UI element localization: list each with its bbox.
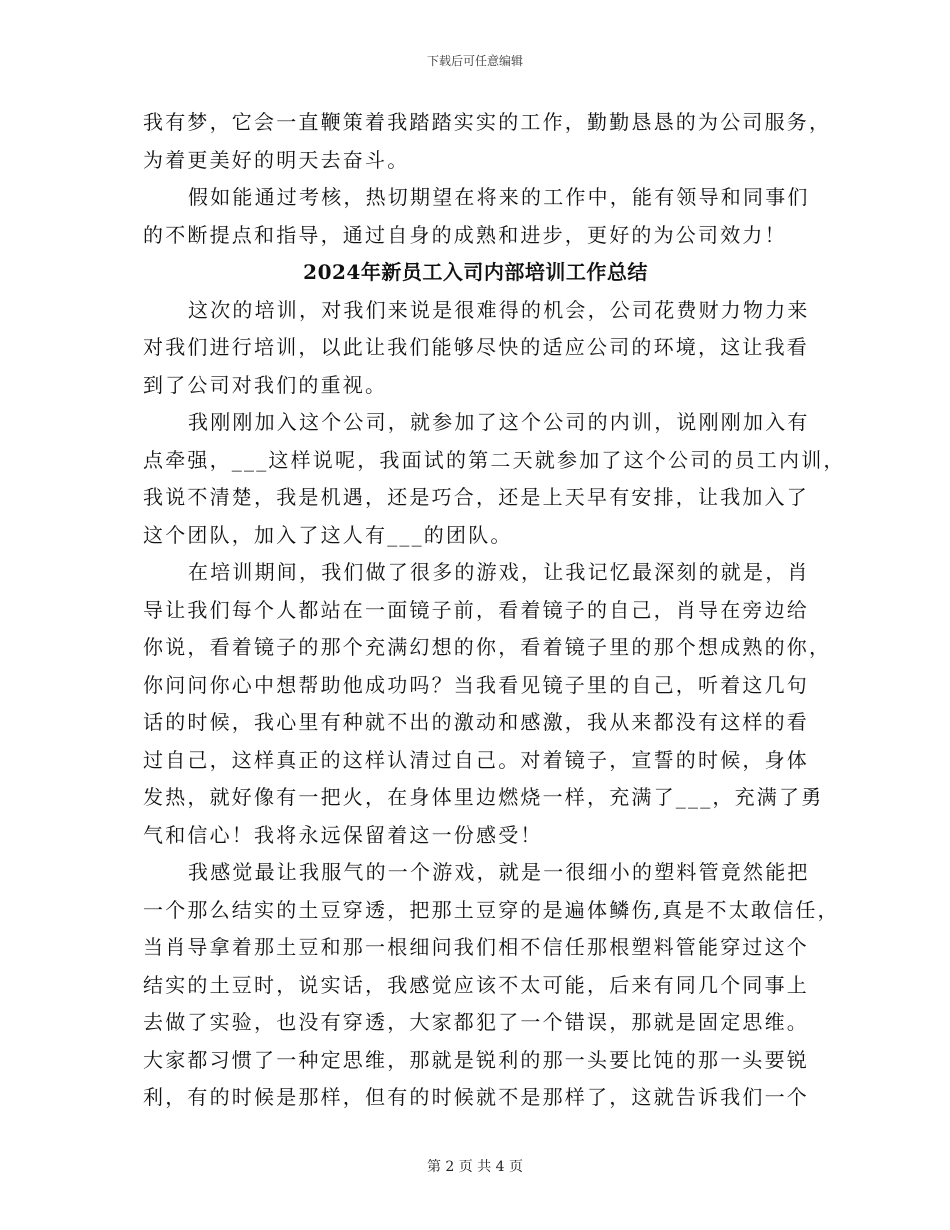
paragraph-first-line: 我刚刚加入这个公司，就参加了这个公司的内训，说刚刚加入有 <box>188 410 810 434</box>
text-line: 导让我们每个人都站在一面镜子前，看着镜子的自己，肖导在旁边给 <box>143 597 809 622</box>
text-line: 为着更美好的明天去奋斗。 <box>143 147 410 172</box>
paragraph-first-line: 这次的培训，对我们来说是很难得的机会，公司花费财力物力来 <box>188 297 810 322</box>
page-footer: 第 2 页 共 4 页 <box>426 1159 524 1175</box>
paragraph-first-line: 假如能通过考核，热切期望在将来的工作中，能有领导和同事们 <box>188 185 810 209</box>
text-line: 当肖导拿着那土豆和那一根细问我们相不信任那根塑料管能穿过这个 <box>143 935 809 959</box>
text-line: 过自己，这样真正的这样认清过自己。对着镜子，宣誓的时候，身体 <box>143 747 809 772</box>
text-line: 到了公司对我们的重视。 <box>143 372 388 397</box>
text-line: 利，有的时候是那样，但有的时候就不是那样了，这就告诉我们一个 <box>143 1085 809 1109</box>
document-body <box>143 104 846 1117</box>
section-title: 2024年新员工入司内部培训工作总结 <box>303 260 648 284</box>
text-line: 的不断提点和指导，通过自身的成熟和进步，更好的为公司效力！ <box>143 222 787 247</box>
text-line: 结实的土豆时，说实话，我感觉应该不太可能，后来有同几个同事上 <box>143 972 809 997</box>
text-line: 气和信心！我将永远保留着这一份感受！ <box>143 822 543 847</box>
text-line: 我有梦，它会一直鞭策着我踏踏实实的工作，勤勤恳恳的为公司服务， <box>143 110 832 134</box>
text-line: 一个那么结实的土豆穿透，把那土豆穿的是遍体鳞伤,真是不太敢信任， <box>143 897 840 922</box>
text-line: 去做了实验，也没有穿透，大家都犯了一个错误，那就是固定思维。 <box>143 1010 809 1034</box>
text-line: 你说，看着镜子的那个充满幻想的你，看着镜子里的那个想成熟的你， <box>143 635 832 659</box>
paragraph-first-line: 我感觉最让我服气的一个游戏，就是一很细小的塑料管竟然能把 <box>188 860 810 884</box>
text-line: 我说不清楚，我是机遇，还是巧合，还是上天早有安排，让我加入了 <box>143 485 809 509</box>
text-line: 点牵强，___这样说呢，我面试的第二天就参加了这个公司的员工内训， <box>143 447 846 472</box>
text-line: 对我们进行培训，以此让我们能够尽快的适应公司的环境，这让我看 <box>143 335 809 359</box>
text-line: 话的时候，我心里有种就不出的激动和感激，我从来都没有这样的看 <box>143 710 809 734</box>
paragraph-first-line: 在培训期间，我们做了很多的游戏，让我记忆最深刻的就是，肖 <box>188 560 810 584</box>
text-line: 这个团队，加入了这人有___的团队。 <box>143 522 513 547</box>
text-line: 发热，就好像有一把火，在身体里边燃烧一样，充满了___，充满了勇 <box>143 785 824 809</box>
page-header: 下载后可任意编辑 <box>426 54 523 68</box>
text-line: 你问问你心中想帮助他成功吗？当我看见镜子里的自己，听着这几句 <box>143 672 809 697</box>
text-line: 大家都习惯了一种定思维，那就是锐利的那一头要比饨的那一头要锐 <box>143 1047 809 1072</box>
